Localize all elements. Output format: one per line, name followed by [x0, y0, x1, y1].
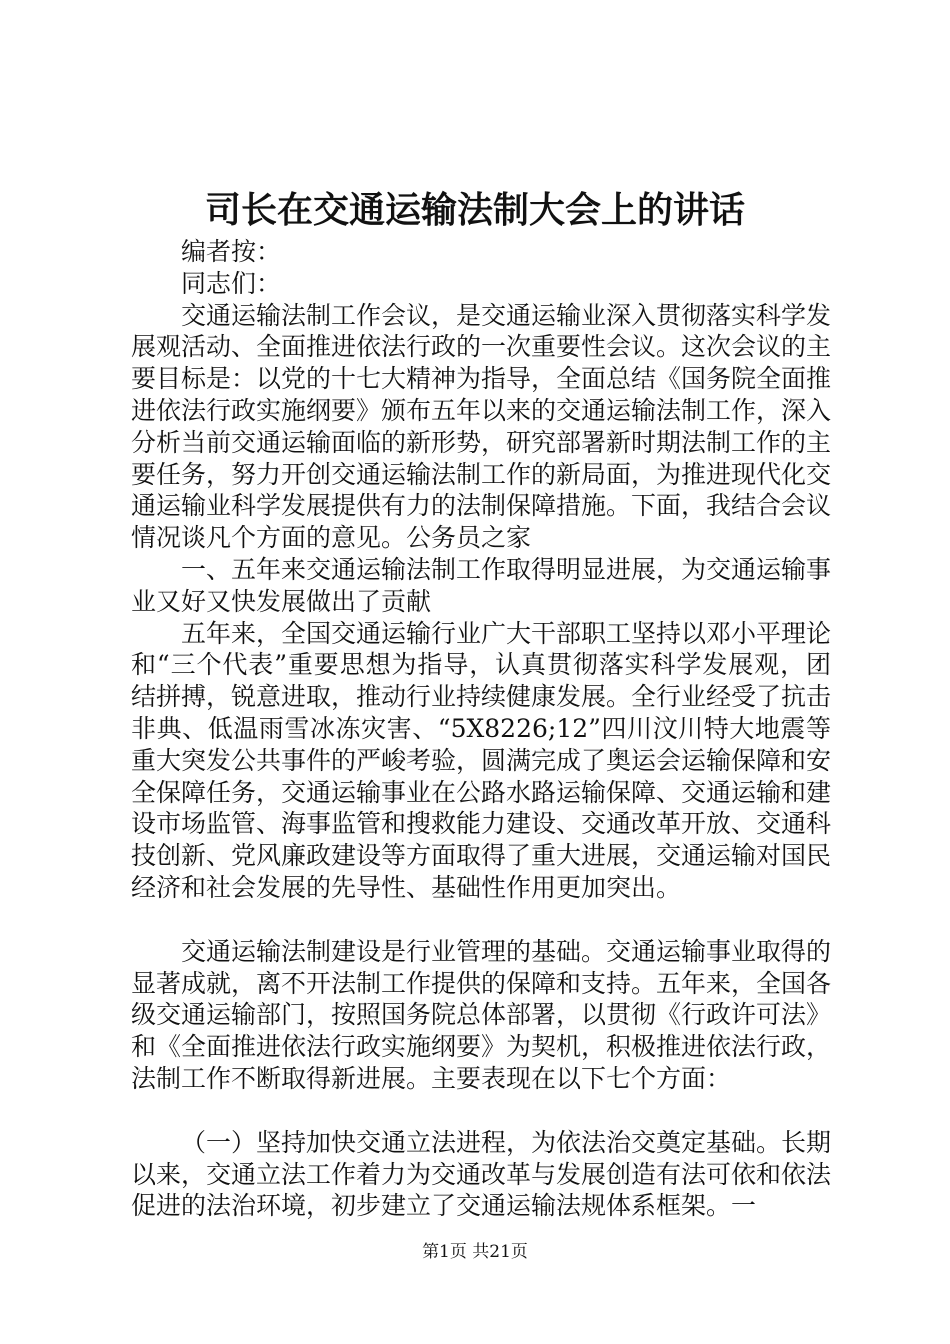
paragraph-point-one: （一）坚持加快交通立法进程，为依法治交奠定基础。长期以来，交通立法工作着力为交通改革与发展创造有法可依和依法促进的法治环境，初步建立了交通运输法规体系框架。一 [131, 1127, 832, 1221]
paragraph-salutation: 同志们： [181, 268, 282, 298]
page-number: 第1页 共21页 [422, 1242, 528, 1262]
paragraph-legal-construction: 交通运输法制建设是行业管理的基础。交通运输事业取得的显著成就，离不开法制工作提供的保障和支持。五年来，全国各级交通运输部门，按照国务院总体部署，以贯彻《行政许可法》和《全面推进依法行政实施纲要》为契机，积极推进依法行政，法制工作不断取得新进展。主要表现在以下七个方面： [131, 936, 832, 1093]
document-body [131, 236, 831, 1222]
section-heading-one: 一、五年来交通运输法制工作取得明显进展，为交通运输事业又好又快发展做出了贡献 [131, 554, 832, 616]
document-title: 司长在交通运输法制大会上的讲话 [204, 189, 745, 231]
paragraph-intro: 交通运输法制工作会议，是交通运输业深入贯彻落实科学发展观活动、全面推进依法行政的一次重要性会议。这次会议的主要目标是：以党的十七大精神为指导，全面总结《国务院全面推进依法行政实施纲要》颁布五年以来的交通运输法制工作，深入分析当前交通运输面临的新形势，研究部署新时期法制工作的主要任务，努力开创交通运输法制工作的新局面，为推进现代化交通运输业科学发展提供有力的法制保障措施。下面，我结合会议情况谈凡个方面的意见。公务员之家 [131, 300, 832, 553]
paragraph-editor-note: 编者按： [181, 237, 282, 266]
paragraph-five-years: 五年来，全国交通运输行业广大干部职工坚持以邓小平理论和“三个代表”重要思想为指导，认真贯彻落实科学发展观，团结拼搏，锐意进取，推动行业持续健康发展。全行业经受了抗击非典、低温雨雪冰冻灾害、“5X8226;12”四川汶川特大地震等重大突发公共事件的严峻考验，圆满完成了奥运会运输保障和安全保障任务，交通运输事业在公路水路运输保障、交通运输和建设市场监管、海事监管和搜救能力建设、交通改革开放、交通科技创新、党风廉政建设等方面取得了重大进展，交通运输对国民经济和社会发展的先导性、基础性作用更加突出。 [131, 618, 832, 902]
